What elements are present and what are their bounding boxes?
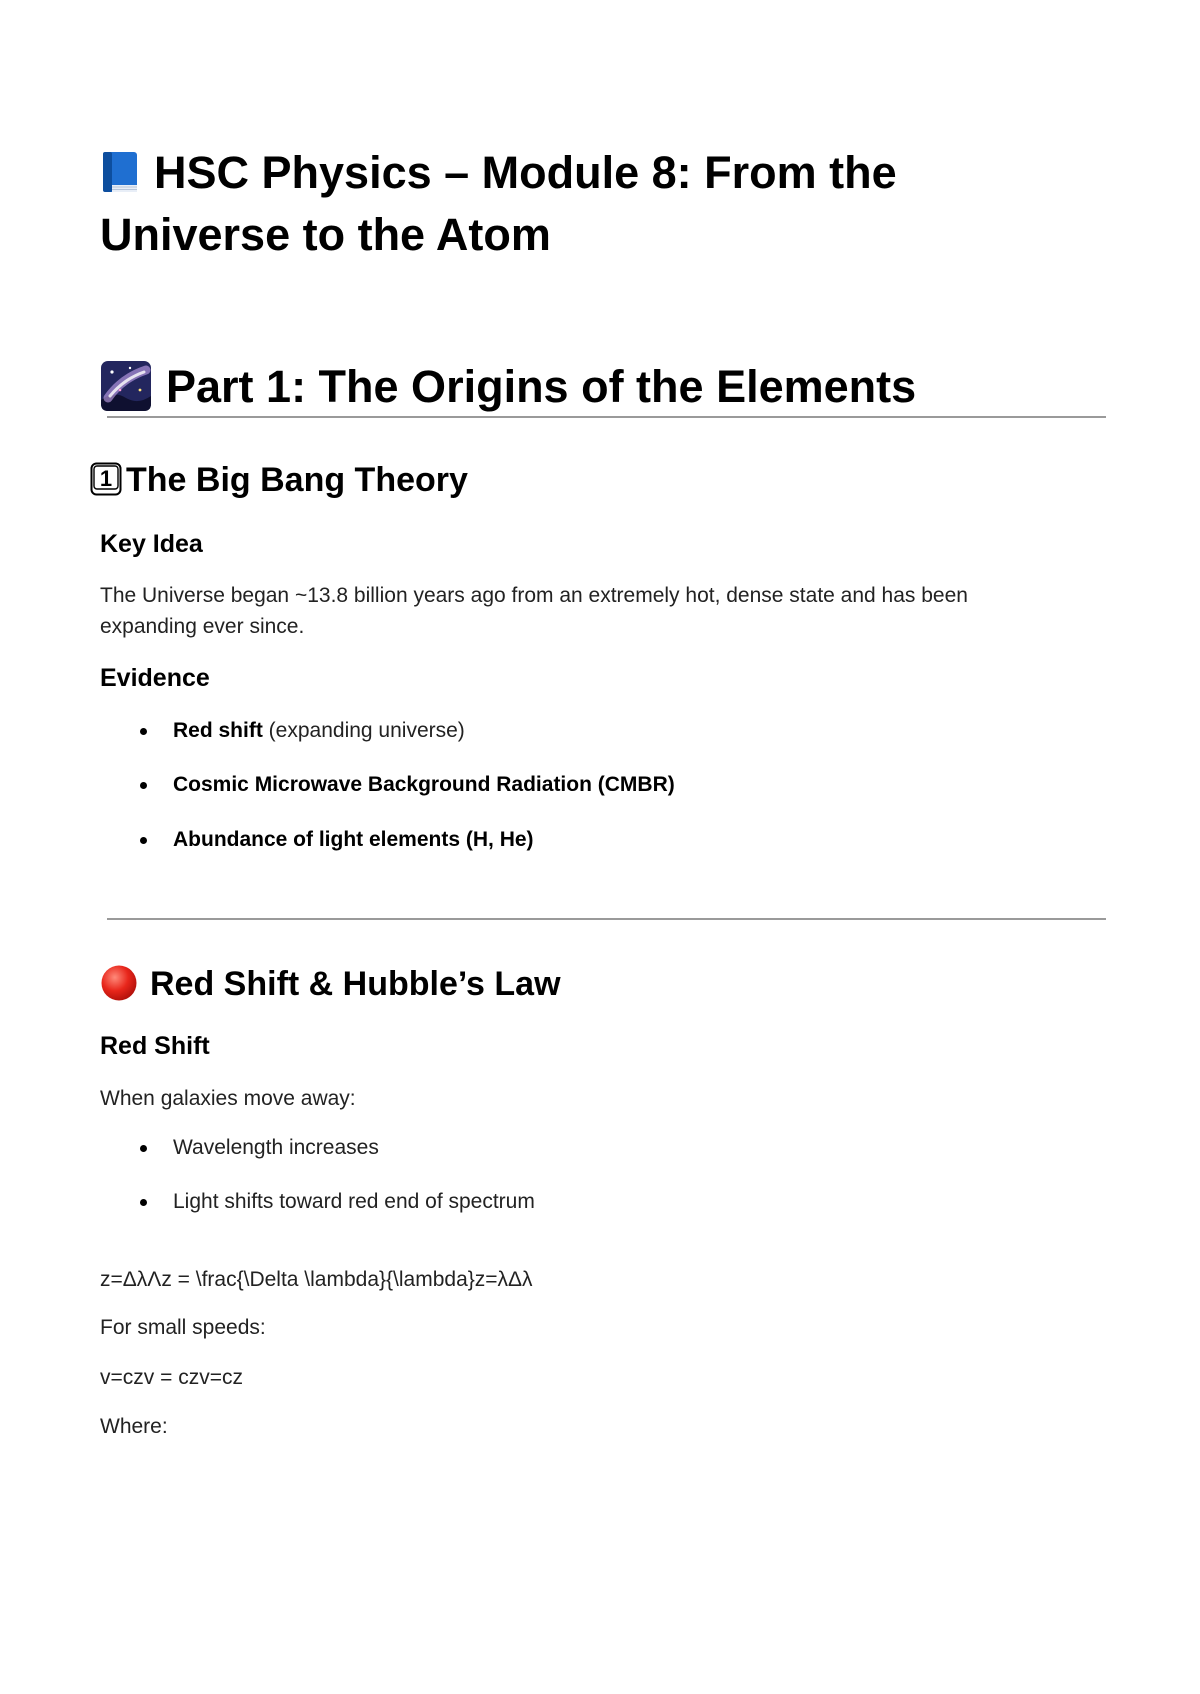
small-speeds-text: For small speeds: <box>100 1316 266 1339</box>
bullet-dot <box>140 782 147 789</box>
formula-hubble: v=czv = czv=cz <box>100 1366 243 1389</box>
evidence-bold: Cosmic Microwave Background Radiation (CMBR) <box>173 773 675 796</box>
bullet-dot <box>140 837 147 844</box>
keycap-number: 1 <box>99 466 113 492</box>
red-circle-icon <box>100 964 138 1002</box>
list-item <box>100 1187 535 1217</box>
document-title <box>100 142 1080 266</box>
list-item <box>100 716 675 746</box>
list-item <box>100 1133 535 1163</box>
part-heading <box>100 356 916 418</box>
keycap-one-icon <box>90 462 122 496</box>
red-shift-list <box>100 1133 535 1217</box>
key-idea-text: The Universe began ~13.8 billion years ago from an extremely hot, dense state and has been expanding ever since. <box>100 584 968 638</box>
key-idea-heading: Key Idea <box>100 530 203 558</box>
section-heading-red-shift <box>100 962 561 1006</box>
evidence-heading: Evidence <box>100 664 210 692</box>
milky-way-icon <box>100 360 152 412</box>
bullet-dot <box>140 728 147 735</box>
section-heading-big-bang <box>100 458 468 502</box>
horizontal-divider <box>107 416 1106 418</box>
document-title-text: HSC Physics – Module 8: From the Universe to the Atom <box>100 147 897 260</box>
list-item <box>100 825 675 855</box>
bullet-dot <box>140 1199 147 1206</box>
evidence-bold: Abundance of light elements (H, He) <box>173 828 534 851</box>
red-shift-subheading: Red Shift <box>100 1032 210 1060</box>
blue-book-icon <box>100 149 140 195</box>
section-heading-red-shift-text: Red Shift & Hubble’s Law <box>150 965 561 1003</box>
evidence-rest: (expanding universe) <box>262 719 465 742</box>
list-item <box>100 770 675 800</box>
where-text: Where: <box>100 1415 168 1438</box>
evidence-bold: Red shift <box>173 719 263 742</box>
red-shift-bullet-text: Light shifts toward red end of spectrum <box>173 1190 535 1213</box>
bullet-dot <box>140 1145 147 1152</box>
part-heading-text: Part 1: The Origins of the Elements <box>166 361 917 412</box>
evidence-list <box>100 716 675 855</box>
formula-redshift: z=ΔλΛz = \frac{\Delta \lambda}{\lambda}z=λΔλ <box>100 1268 533 1291</box>
red-shift-intro: When galaxies move away: <box>100 1087 356 1110</box>
red-shift-bullet-text: Wavelength increases <box>173 1136 379 1159</box>
horizontal-divider <box>107 918 1106 920</box>
section-heading-big-bang-text: The Big Bang Theory <box>126 461 468 499</box>
